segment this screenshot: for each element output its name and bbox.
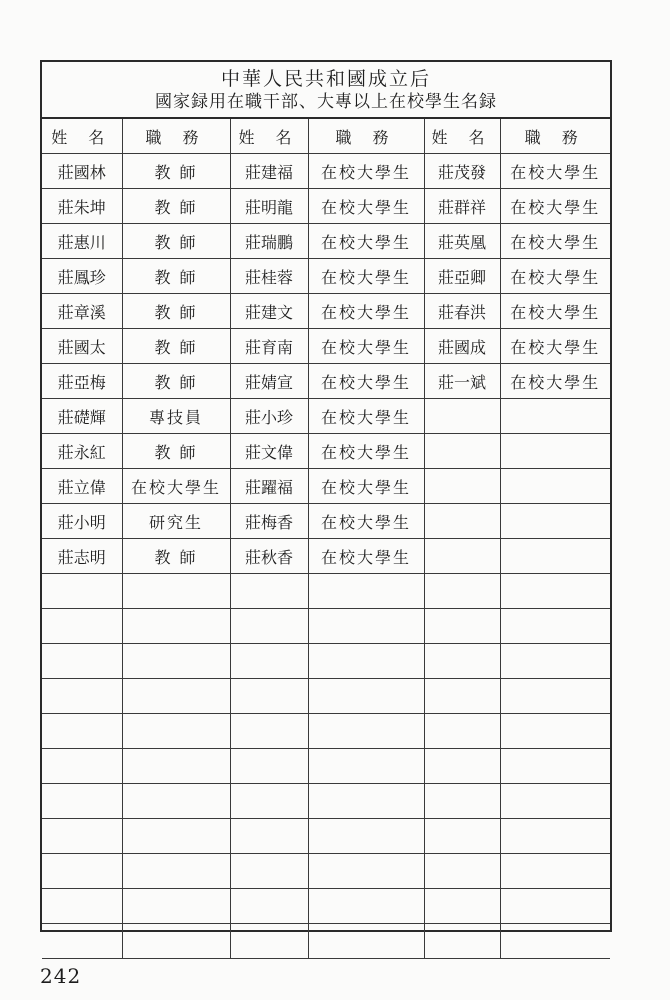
- table-row: [42, 889, 610, 924]
- role-cell: 研究生: [122, 504, 230, 539]
- role-cell: [500, 504, 610, 539]
- name-cell: [42, 749, 122, 784]
- role-cell: [122, 609, 230, 644]
- role-cell: [308, 924, 424, 959]
- role-cell: 教 師: [122, 154, 230, 189]
- name-cell: 莊小明: [42, 504, 122, 539]
- role-cell: 在校大學生: [308, 154, 424, 189]
- table-row: [42, 504, 610, 539]
- column-header-name: 姓 名: [42, 119, 122, 154]
- name-cell: 莊育南: [230, 329, 308, 364]
- roster-sheet: [40, 60, 612, 932]
- role-cell: 在校大學生: [500, 364, 610, 399]
- role-cell: 教 師: [122, 329, 230, 364]
- role-cell: 在校大學生: [308, 224, 424, 259]
- name-cell: 莊躍福: [230, 469, 308, 504]
- name-cell: 莊永紅: [42, 434, 122, 469]
- role-cell: 專技員: [122, 399, 230, 434]
- role-cell: [308, 609, 424, 644]
- table-row: [42, 819, 610, 854]
- title-block: [42, 62, 610, 119]
- role-cell: [122, 644, 230, 679]
- name-cell: 莊立偉: [42, 469, 122, 504]
- name-cell: 莊亞卿: [424, 259, 500, 294]
- name-cell: [42, 819, 122, 854]
- name-cell: [42, 574, 122, 609]
- name-cell: [42, 644, 122, 679]
- name-cell: [42, 854, 122, 889]
- role-cell: [122, 714, 230, 749]
- role-cell: [500, 609, 610, 644]
- role-cell: [500, 749, 610, 784]
- name-cell: 莊秋香: [230, 539, 308, 574]
- role-cell: 教 師: [122, 364, 230, 399]
- name-cell: [230, 644, 308, 679]
- role-cell: [122, 854, 230, 889]
- name-cell: [230, 714, 308, 749]
- name-cell: 莊志明: [42, 539, 122, 574]
- role-cell: 教 師: [122, 539, 230, 574]
- name-cell: [230, 749, 308, 784]
- role-cell: [122, 574, 230, 609]
- role-cell: 在校大學生: [500, 329, 610, 364]
- role-cell: 在校大學生: [308, 189, 424, 224]
- name-cell: 莊一斌: [424, 364, 500, 399]
- role-cell: [500, 539, 610, 574]
- name-cell: [230, 574, 308, 609]
- header-row: [42, 119, 610, 154]
- role-cell: 在校大學生: [308, 364, 424, 399]
- name-cell: [424, 574, 500, 609]
- role-cell: 在校大學生: [122, 469, 230, 504]
- role-cell: 教 師: [122, 224, 230, 259]
- name-cell: [424, 469, 500, 504]
- name-cell: [424, 609, 500, 644]
- name-cell: 莊瑞鵬: [230, 224, 308, 259]
- role-cell: [500, 924, 610, 959]
- name-cell: 莊朱坤: [42, 189, 122, 224]
- role-cell: [500, 469, 610, 504]
- column-header-role: 職 務: [500, 119, 610, 154]
- name-cell: 莊梅香: [230, 504, 308, 539]
- name-cell: [230, 609, 308, 644]
- table-row: [42, 259, 610, 294]
- table-row: [42, 469, 610, 504]
- name-cell: 莊小珍: [230, 399, 308, 434]
- name-cell: [230, 924, 308, 959]
- role-cell: [122, 924, 230, 959]
- role-cell: [308, 819, 424, 854]
- role-cell: 在校大學生: [500, 154, 610, 189]
- name-cell: [42, 889, 122, 924]
- role-cell: [500, 434, 610, 469]
- name-cell: 莊國林: [42, 154, 122, 189]
- table-row: [42, 154, 610, 189]
- name-cell: 莊建文: [230, 294, 308, 329]
- name-cell: 莊群祥: [424, 189, 500, 224]
- name-cell: [424, 749, 500, 784]
- role-cell: 在校大學生: [308, 329, 424, 364]
- table-row: [42, 329, 610, 364]
- role-cell: [122, 819, 230, 854]
- name-cell: [42, 714, 122, 749]
- role-cell: 教 師: [122, 294, 230, 329]
- name-cell: [424, 819, 500, 854]
- name-cell: 莊桂蓉: [230, 259, 308, 294]
- role-cell: [500, 819, 610, 854]
- column-header-role: 職 務: [308, 119, 424, 154]
- table-row: [42, 644, 610, 679]
- table-row: [42, 574, 610, 609]
- name-cell: [230, 819, 308, 854]
- name-cell: [424, 434, 500, 469]
- name-cell: 莊惠川: [42, 224, 122, 259]
- name-cell: [424, 889, 500, 924]
- name-cell: 莊國成: [424, 329, 500, 364]
- role-cell: [308, 889, 424, 924]
- table-row: [42, 399, 610, 434]
- title-line-1: 中華人民共和國成立后: [220, 67, 431, 90]
- name-cell: [424, 784, 500, 819]
- role-cell: [500, 679, 610, 714]
- role-cell: [122, 889, 230, 924]
- page-number: 242: [40, 964, 82, 988]
- role-cell: [122, 749, 230, 784]
- name-cell: [424, 644, 500, 679]
- role-cell: 教 師: [122, 259, 230, 294]
- role-cell: [308, 749, 424, 784]
- table-row: [42, 714, 610, 749]
- name-cell: [230, 889, 308, 924]
- role-cell: [500, 784, 610, 819]
- name-cell: [424, 714, 500, 749]
- name-cell: 莊春洪: [424, 294, 500, 329]
- name-cell: 莊英凰: [424, 224, 500, 259]
- name-cell: [42, 784, 122, 819]
- role-cell: 在校大學生: [308, 434, 424, 469]
- title-line-2: 國家録用在職干部、大專以上在校學生名録: [155, 91, 497, 112]
- role-cell: 在校大學生: [500, 189, 610, 224]
- table-row: [42, 784, 610, 819]
- name-cell: [424, 679, 500, 714]
- role-cell: [500, 854, 610, 889]
- roster-table: [42, 119, 610, 959]
- roster-body: [42, 154, 610, 959]
- name-cell: 莊明龍: [230, 189, 308, 224]
- role-cell: [308, 574, 424, 609]
- name-cell: 莊亞梅: [42, 364, 122, 399]
- name-cell: 莊文偉: [230, 434, 308, 469]
- column-header-name: 姓 名: [230, 119, 308, 154]
- name-cell: [230, 784, 308, 819]
- role-cell: 在校大學生: [308, 399, 424, 434]
- role-cell: 在校大學生: [500, 259, 610, 294]
- role-cell: [308, 784, 424, 819]
- table-row: [42, 609, 610, 644]
- column-header-role: 職 務: [122, 119, 230, 154]
- role-cell: [500, 644, 610, 679]
- role-cell: [122, 679, 230, 714]
- column-header-name: 姓 名: [424, 119, 500, 154]
- name-cell: [42, 609, 122, 644]
- role-cell: 在校大學生: [500, 294, 610, 329]
- role-cell: [308, 714, 424, 749]
- role-cell: 在校大學生: [500, 224, 610, 259]
- name-cell: [424, 399, 500, 434]
- table-row: [42, 679, 610, 714]
- role-cell: 教 師: [122, 189, 230, 224]
- role-cell: [122, 784, 230, 819]
- name-cell: 莊婧宣: [230, 364, 308, 399]
- role-cell: 在校大學生: [308, 259, 424, 294]
- role-cell: 在校大學生: [308, 294, 424, 329]
- table-row: [42, 189, 610, 224]
- name-cell: [424, 924, 500, 959]
- role-cell: 教 師: [122, 434, 230, 469]
- name-cell: [230, 679, 308, 714]
- table-row: [42, 434, 610, 469]
- name-cell: [424, 504, 500, 539]
- table-row: [42, 539, 610, 574]
- role-cell: [500, 574, 610, 609]
- table-row: [42, 749, 610, 784]
- role-cell: 在校大學生: [308, 504, 424, 539]
- name-cell: 莊章溪: [42, 294, 122, 329]
- name-cell: 莊鳳珍: [42, 259, 122, 294]
- table-row: [42, 924, 610, 959]
- role-cell: [308, 679, 424, 714]
- table-row: [42, 364, 610, 399]
- name-cell: 莊茂發: [424, 154, 500, 189]
- name-cell: [424, 854, 500, 889]
- role-cell: [500, 889, 610, 924]
- name-cell: [42, 679, 122, 714]
- name-cell: 莊國太: [42, 329, 122, 364]
- name-cell: [230, 854, 308, 889]
- role-cell: [308, 854, 424, 889]
- table-row: [42, 854, 610, 889]
- table-row: [42, 294, 610, 329]
- name-cell: [42, 924, 122, 959]
- role-cell: [308, 644, 424, 679]
- role-cell: [500, 714, 610, 749]
- role-cell: 在校大學生: [308, 469, 424, 504]
- table-row: [42, 224, 610, 259]
- role-cell: 在校大學生: [308, 539, 424, 574]
- name-cell: 莊礎輝: [42, 399, 122, 434]
- role-cell: [500, 399, 610, 434]
- name-cell: 莊建福: [230, 154, 308, 189]
- name-cell: [424, 539, 500, 574]
